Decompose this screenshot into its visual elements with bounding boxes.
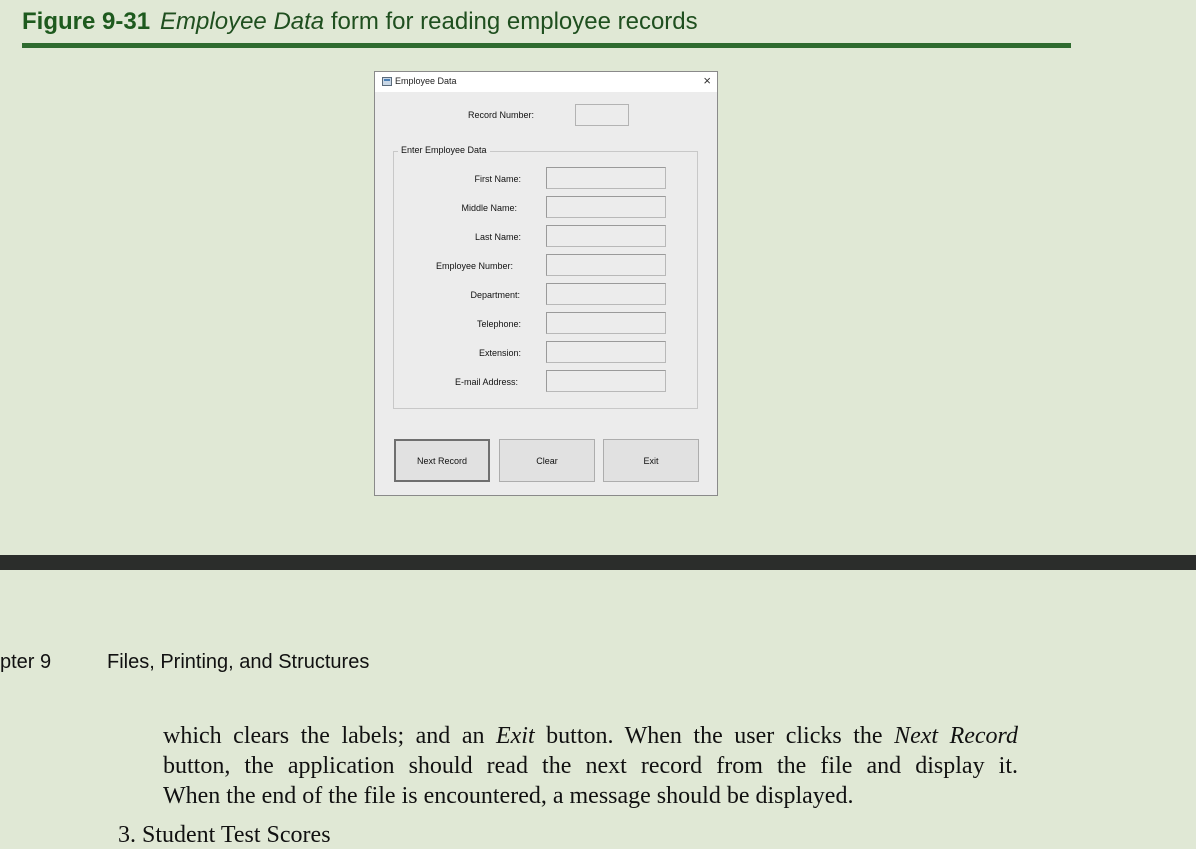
body-text-italic: Exit — [495, 723, 535, 749]
figure-rule — [22, 43, 1071, 48]
telephone-label: Telephone: — [476, 319, 521, 329]
figure-title-italic: Employee Data — [160, 8, 325, 35]
title-bar[interactable] — [375, 72, 717, 92]
department-field — [546, 283, 666, 305]
next-record-button[interactable]: Next Record — [394, 439, 490, 482]
page-separator — [0, 555, 1196, 570]
middle-name-label: Middle Name: — [461, 203, 517, 213]
email-address-field — [546, 370, 666, 392]
first-name-label: First Name: — [474, 174, 521, 184]
body-text-italic: Next Record — [894, 723, 1018, 749]
last-name-field — [546, 225, 666, 247]
record-number-label: Record Number: — [468, 110, 535, 120]
body-text-run: button. When the user clicks the — [534, 723, 895, 749]
chapter-label: pter 9 — [0, 651, 52, 673]
body-text-run: which clears the labels; and an — [163, 723, 496, 749]
group-label: Enter Employee Data — [398, 145, 490, 155]
body-text-run: button, the application should read the next record from the file and display it. — [163, 753, 1018, 779]
figure-title-rest: form for reading employee records — [330, 8, 698, 35]
body-text-run: When the end of the file is encountered, a message should be displayed. — [163, 783, 854, 809]
figure-number: Figure 9-31 — [22, 8, 151, 35]
close-icon[interactable]: × — [703, 73, 711, 88]
employee-data-window — [374, 71, 718, 496]
email-address-label: E-mail Address: — [454, 377, 518, 387]
next-item-heading: 3. Student Test Scores — [118, 822, 331, 848]
body-line — [163, 721, 1018, 751]
telephone-field — [546, 312, 666, 334]
extension-field — [546, 341, 666, 363]
employee-number-label: Employee Number: — [435, 261, 513, 271]
section-title: Files, Printing, and Structures — [107, 651, 370, 673]
middle-name-field — [546, 196, 666, 218]
figure-caption — [22, 8, 698, 36]
record-number-output — [575, 104, 629, 126]
employee-number-field — [546, 254, 666, 276]
body-paragraph — [163, 721, 1018, 811]
last-name-label: Last Name: — [474, 232, 521, 242]
extension-label: Extension: — [478, 348, 521, 358]
window-title: Employee Data — [395, 76, 457, 86]
first-name-field — [546, 167, 666, 189]
clear-button[interactable]: Clear — [499, 439, 595, 482]
body-line — [163, 751, 1018, 781]
body-line — [163, 781, 1018, 811]
app-icon — [382, 77, 392, 86]
department-label: Department: — [470, 290, 520, 300]
exit-button[interactable]: Exit — [603, 439, 699, 482]
